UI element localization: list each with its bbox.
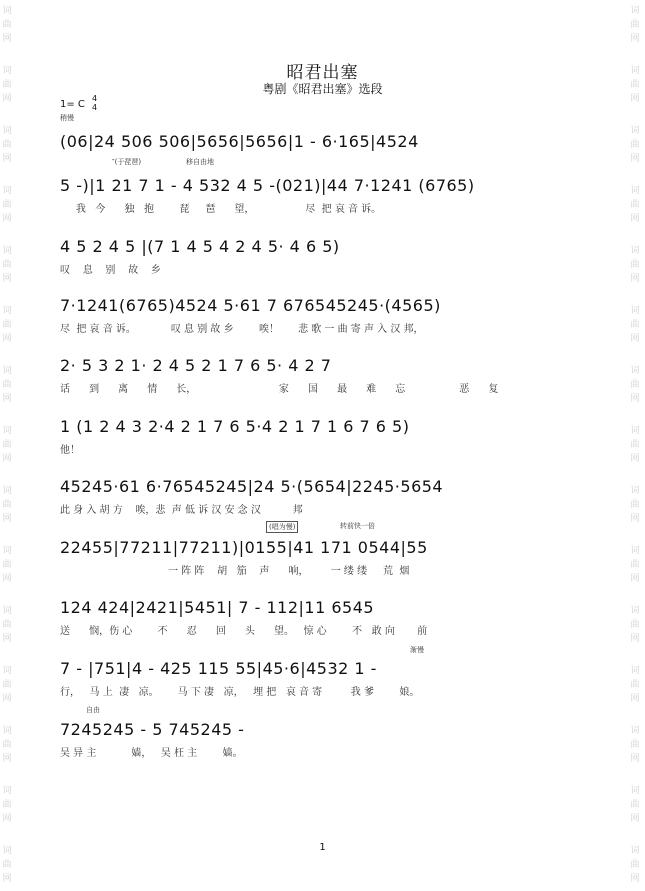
watermark-glyph: 曲 bbox=[2, 800, 12, 810]
lyric-line-5: 话 到 离 情 长， 家 国 最 难 忘 恶 复 bbox=[60, 384, 499, 395]
watermark-glyph: 网 bbox=[630, 694, 640, 704]
watermark-glyph: 网 bbox=[2, 214, 12, 224]
watermark-right bbox=[628, 0, 642, 891]
watermark-glyph: 曲 bbox=[2, 440, 12, 450]
watermark-glyph: 曲 bbox=[2, 380, 12, 390]
watermark-glyph: 网 bbox=[630, 334, 640, 344]
watermark-glyph: 词 bbox=[630, 486, 640, 496]
watermark-glyph: 曲 bbox=[2, 200, 12, 210]
watermark-glyph: 曲 bbox=[630, 140, 640, 150]
watermark-glyph: 词 bbox=[630, 186, 640, 196]
watermark-glyph: 网 bbox=[2, 34, 12, 44]
watermark-glyph: 网 bbox=[2, 94, 12, 104]
notation-row-2: 5 -)|1 21 7 1 - 4 532 4 5 -(021)|44 7·1241 (6765) bbox=[60, 176, 475, 195]
watermark-glyph: 词 bbox=[630, 66, 640, 76]
score-subtitle: 粤剧《昭君出塞》选段 bbox=[262, 82, 383, 96]
expression-mark: 移自由地 bbox=[186, 158, 214, 166]
watermark-glyph: 曲 bbox=[630, 680, 640, 690]
watermark-glyph: 网 bbox=[2, 574, 12, 584]
watermark-glyph: 曲 bbox=[630, 740, 640, 750]
meter-bottom: 4 bbox=[92, 103, 98, 112]
watermark-glyph: 词 bbox=[2, 486, 12, 496]
notation-row-9: 124 424|2421|5451| 7 - 112|11 6545 bbox=[60, 598, 375, 617]
notation-row-3: 4 5 2 4 5 |(7 1 4 5 4 2 4 5· 4 6 5) bbox=[60, 237, 340, 256]
expression-mark: 渐慢 bbox=[410, 646, 424, 654]
watermark-glyph: 词 bbox=[630, 786, 640, 796]
notation-row-8: 22455|77211|77211)|0155|41 171 0544|55 bbox=[60, 538, 428, 557]
watermark-glyph: 词 bbox=[630, 366, 640, 376]
notation-row-10: 7 - |751|4 - 425 115 55|45·6|4532 1 - bbox=[60, 659, 377, 678]
watermark-glyph: 词 bbox=[2, 246, 12, 256]
watermark-glyph: 词 bbox=[630, 306, 640, 316]
watermark-glyph: 曲 bbox=[630, 800, 640, 810]
watermark-glyph: 网 bbox=[2, 334, 12, 344]
notation-row-7: 45245·61 6·76545245|24 5·(5654|2245·5654 bbox=[60, 477, 444, 496]
watermark-glyph: 曲 bbox=[630, 560, 640, 570]
watermark-glyph: 曲 bbox=[630, 260, 640, 270]
expression-mark: (唱为慢) bbox=[266, 521, 298, 533]
watermark-glyph: 网 bbox=[2, 754, 12, 764]
watermark-glyph: 词 bbox=[630, 126, 640, 136]
watermark-glyph: 词 bbox=[2, 366, 12, 376]
watermark-glyph: 词 bbox=[2, 126, 12, 136]
watermark-glyph: 网 bbox=[2, 694, 12, 704]
watermark-glyph: 词 bbox=[630, 606, 640, 616]
page-number: 1 bbox=[319, 842, 326, 853]
notation-row-1: (06|24 506 506|5656|5656|1 - 6·165|4524 bbox=[60, 132, 419, 151]
watermark-glyph: 网 bbox=[630, 394, 640, 404]
watermark-glyph: 网 bbox=[2, 274, 12, 284]
watermark-glyph: 词 bbox=[2, 426, 12, 436]
watermark-glyph: 网 bbox=[2, 154, 12, 164]
lyric-line-10: 行， 马 上 凄 凉。 马 下 凄 凉， 埋 把 哀 音 寄 我 爹 娘。 bbox=[60, 687, 420, 698]
watermark-glyph: 词 bbox=[2, 606, 12, 616]
expression-mark: ″(于琵琶) bbox=[112, 158, 142, 166]
watermark-glyph: 曲 bbox=[630, 500, 640, 510]
notation-row-4: 7·1241(6765)4524 5·61 7 676545245·(4565) bbox=[60, 296, 441, 315]
watermark-glyph: 曲 bbox=[2, 80, 12, 90]
watermark-glyph: 网 bbox=[630, 754, 640, 764]
watermark-glyph: 词 bbox=[630, 6, 640, 16]
watermark-glyph: 词 bbox=[2, 6, 12, 16]
meter-top: 4 bbox=[92, 94, 98, 103]
watermark-glyph: 曲 bbox=[2, 680, 12, 690]
lyric-line-7: 此 身 入 胡 方 唉，悲 声 低 诉 汉 安 念 汉 邦 bbox=[60, 505, 303, 516]
lyric-line-3: 叹 息 别 故 乡 bbox=[60, 265, 161, 276]
watermark-glyph: 曲 bbox=[630, 200, 640, 210]
watermark-glyph: 网 bbox=[630, 574, 640, 584]
watermark-glyph: 曲 bbox=[2, 260, 12, 270]
lyric-line-2: 我 今 独 抱 琵 琶 望， 尽 把 哀 音 诉。 bbox=[60, 204, 382, 215]
tempo-mark: 稍慢 bbox=[60, 114, 74, 122]
watermark-glyph: 网 bbox=[630, 634, 640, 644]
watermark-left bbox=[0, 0, 14, 891]
watermark-glyph: 曲 bbox=[2, 740, 12, 750]
watermark-glyph: 词 bbox=[2, 666, 12, 676]
watermark-glyph: 曲 bbox=[2, 560, 12, 570]
watermark-glyph: 网 bbox=[2, 454, 12, 464]
watermark-glyph: 网 bbox=[630, 34, 640, 44]
watermark-glyph: 曲 bbox=[630, 80, 640, 90]
watermark-glyph: 曲 bbox=[2, 620, 12, 630]
watermark-glyph: 词 bbox=[630, 666, 640, 676]
watermark-glyph: 网 bbox=[2, 394, 12, 404]
key-signature: 1= C bbox=[60, 99, 85, 110]
watermark-glyph: 词 bbox=[2, 786, 12, 796]
notation-row-11: 7245245 - 5 745245 - bbox=[60, 720, 245, 739]
watermark-glyph: 词 bbox=[2, 186, 12, 196]
watermark-glyph: 词 bbox=[2, 66, 12, 76]
watermark-glyph: 网 bbox=[2, 814, 12, 824]
watermark-glyph: 词 bbox=[630, 726, 640, 736]
watermark-glyph: 词 bbox=[630, 546, 640, 556]
watermark-glyph: 词 bbox=[2, 306, 12, 316]
watermark-glyph: 网 bbox=[2, 514, 12, 524]
lyric-line-6: 他！ bbox=[60, 445, 80, 456]
watermark-glyph: 网 bbox=[630, 94, 640, 104]
watermark-glyph: 词 bbox=[2, 546, 12, 556]
watermark-glyph: 曲 bbox=[630, 620, 640, 630]
lyric-line-11: 吴 异 主 嫱， 吴 枉 主 嫱。 bbox=[60, 748, 243, 759]
expression-mark: 转前快一倍 bbox=[340, 522, 375, 530]
watermark-glyph: 词 bbox=[630, 426, 640, 436]
watermark-glyph: 曲 bbox=[630, 860, 640, 870]
watermark-glyph: 网 bbox=[630, 814, 640, 824]
watermark-glyph: 曲 bbox=[630, 20, 640, 30]
watermark-glyph: 网 bbox=[2, 874, 12, 884]
score-title: 昭君出塞 bbox=[286, 63, 359, 83]
watermark-glyph: 网 bbox=[2, 634, 12, 644]
watermark-glyph: 曲 bbox=[630, 440, 640, 450]
watermark-glyph: 网 bbox=[630, 214, 640, 224]
watermark-glyph: 曲 bbox=[2, 500, 12, 510]
watermark-glyph: 词 bbox=[630, 846, 640, 856]
watermark-glyph: 曲 bbox=[2, 860, 12, 870]
expression-mark: 自由 bbox=[86, 706, 100, 714]
watermark-glyph: 网 bbox=[630, 454, 640, 464]
watermark-glyph: 网 bbox=[630, 514, 640, 524]
watermark-glyph: 词 bbox=[2, 846, 12, 856]
lyric-line-8: 一 阵 阵 胡 笳 声 响， 一 缕 缕 荒 烟 bbox=[60, 566, 410, 577]
watermark-glyph: 曲 bbox=[2, 140, 12, 150]
notation-row-6: 1 (1 2 4 3 2·4 2 1 7 6 5·4 2 1 7 1 6 7 6 5) bbox=[60, 417, 410, 436]
watermark-glyph: 词 bbox=[2, 726, 12, 736]
watermark-glyph: 网 bbox=[630, 154, 640, 164]
lyric-line-4: 尽 把 哀 音 诉。 叹 息 别 故 乡 唉！ 悲 歌 一 曲 寄 声 入 汉 邦， bbox=[60, 324, 424, 335]
watermark-glyph: 词 bbox=[630, 246, 640, 256]
watermark-glyph: 网 bbox=[630, 274, 640, 284]
lyric-line-9: 送 悯，伤 心 不 忍 回 头 望。 惊 心 不 敢 向 前 bbox=[60, 626, 428, 637]
watermark-glyph: 曲 bbox=[2, 320, 12, 330]
watermark-glyph: 曲 bbox=[630, 320, 640, 330]
watermark-glyph: 网 bbox=[630, 874, 640, 884]
watermark-glyph: 曲 bbox=[2, 20, 12, 30]
time-signature bbox=[92, 94, 97, 112]
notation-row-5: 2· 5 3 2 1· 2 4 5 2 1 7 6 5· 4 2 7 bbox=[60, 356, 332, 375]
watermark-glyph: 曲 bbox=[630, 380, 640, 390]
